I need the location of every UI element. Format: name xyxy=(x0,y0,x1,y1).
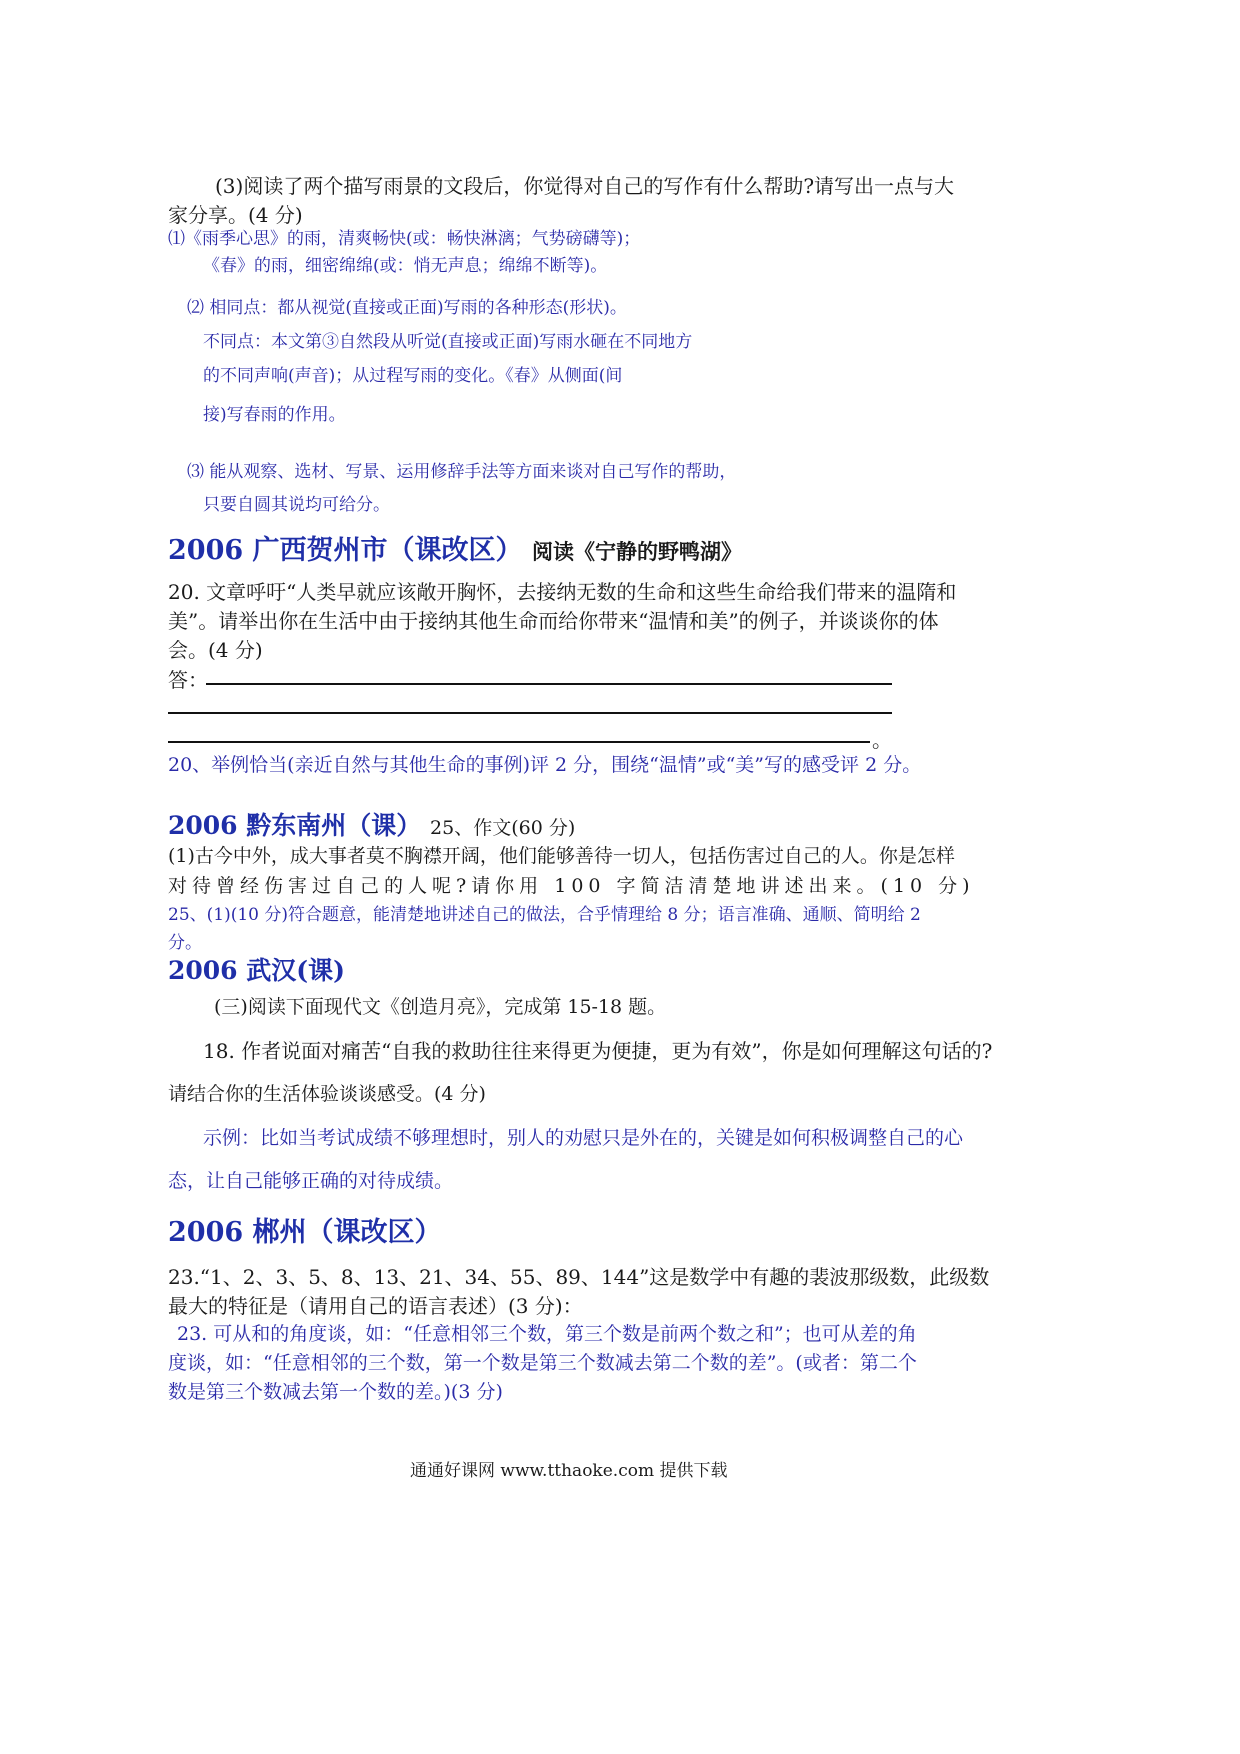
answer-25-line-2: 分。 xyxy=(168,933,202,953)
footer-download-note: 通通好课网 www.tthaoke.com 提供下载 xyxy=(410,1461,728,1481)
reading-intro: (三)阅读下面现代文《创造月亮》，完成第 15-18 题。 xyxy=(214,996,667,1018)
answer-label: 答： xyxy=(168,668,208,692)
answer-23-line-1: 23. 可从和的角度谈，如：“任意相邻三个数，第三个数是前两个数之和”；也可从差的角 xyxy=(177,1323,917,1345)
answer-1-line-1: ⑴《雨季心思》的雨，清爽畅快(或：畅快淋漓；气势磅礴等)； xyxy=(168,229,641,249)
answer-blank-line-1[interactable] xyxy=(206,683,892,685)
answer-18-line-1: 示例：比如当考试成绩不够理想时，别人的劝慰只是外在的，关键是如何积极调整自己的心 xyxy=(203,1127,964,1149)
answer-2-line-2: 不同点：本文第③自然段从听觉(直接或正面)写雨水砸在不同地方 xyxy=(203,332,693,352)
answer-2-line-1: ⑵ 相同点：都从视觉(直接或正面)写雨的各种形态(形状)。 xyxy=(187,298,627,318)
section-heading-chenzhou: 2006 郴州（课改区） xyxy=(168,1217,442,1248)
question-23-line-2: 最大的特征是（请用自己的语言表述）(3 分)： xyxy=(168,1294,583,1318)
question-3-line-1: (3)阅读了两个描写雨景的文段后，你觉得对自己的写作有什么帮助?请写出一点与大 xyxy=(215,174,955,198)
question-18-line-1: 18. 作者说面对痛苦“自我的救助往往来得更为便捷，更为有效”，你是如何理解这句话的? xyxy=(203,1039,993,1063)
answer-3-line-2: 只要自圆其说均可给分。 xyxy=(203,495,390,515)
section-heading-qiandongnan-essay: 25、作文(60 分) xyxy=(430,817,576,839)
question-25-line-1: (1)古今中外，成大事者莫不胸襟开阔，他们能够善待一切人，包括伤害过自己的人。你是怎样 xyxy=(168,845,955,867)
section-heading-hezhou xyxy=(168,528,742,567)
answer-20: 20、举例恰当(亲近自然与其他生命的事例)评 2 分，围绕“温情”或“美”写的感受评 2 分。 xyxy=(168,754,922,776)
answer-23-line-2: 度谈，如：“任意相邻的三个数，第一个数是第三个数减去第二个数的差”。(或者：第二个 xyxy=(168,1352,917,1374)
answer-3-line-1: ⑶ 能从观察、选材、写景、运用修辞手法等方面来谈对自己写作的帮助， xyxy=(187,462,737,482)
answer-blank-line-2[interactable] xyxy=(168,712,892,714)
answer-23-line-3: 数是第三个数减去第一个数的差。)(3 分) xyxy=(168,1381,503,1403)
section-heading-qiandongnan-title: 2006 黔东南州（课） xyxy=(168,811,422,840)
answer-18-line-2: 态，让自己能够正确的对待成绩。 xyxy=(168,1170,454,1192)
section-heading-hezhou-title: 2006 广西贺州市（课改区） xyxy=(168,535,523,566)
section-heading-hezhou-reading: 阅读《宁静的野鸭湖》 xyxy=(531,539,742,564)
answer-2-line-4: 接)写春雨的作用。 xyxy=(203,405,346,425)
section-heading-wuhan: 2006 武汉(课) xyxy=(168,956,345,985)
answer-25-line-1: 25、(1)(10 分)符合题意，能清楚地讲述自己的做法，合乎情理给 8 分；语言准确、通顺、简明给 2 xyxy=(168,905,921,925)
question-20-line-3: 会。(4 分) xyxy=(168,638,263,662)
section-heading-qiandongnan xyxy=(168,806,575,842)
answer-blank-line-3[interactable] xyxy=(168,741,870,743)
answer-2-line-3: 的不同声响(声音)；从过程写雨的变化。《春》从侧面(间 xyxy=(203,366,623,386)
question-18-line-2: 请结合你的生活体验谈谈感受。(4 分) xyxy=(168,1083,486,1105)
question-3-line-2: 家分享。(4 分) xyxy=(168,203,303,227)
question-25-line-2: 对待曾经伤害过自己的人呢?请你用 100 字简洁清楚地讲述出来。(10 分) xyxy=(168,875,975,897)
question-20-line-1: 20. 文章呼吁“人类早就应该敞开胸怀，去接纳无数的生命和这些生命给我们带来的温隋和 xyxy=(168,580,957,604)
question-23-line-1: 23.“1、2、3、5、8、13、21、34、55、89、144”这是数学中有趣的裴波那级数，此级数 xyxy=(168,1265,990,1289)
answer-period: 。 xyxy=(872,728,892,752)
answer-1-line-2: 《春》的雨，细密绵绵(或：悄无声息；绵绵不断等)。 xyxy=(203,256,608,276)
question-20-line-2: 美”。请举出你在生活中由于接纳其他生命而给你带来“温情和美”的例子，并谈谈你的体 xyxy=(168,609,939,633)
